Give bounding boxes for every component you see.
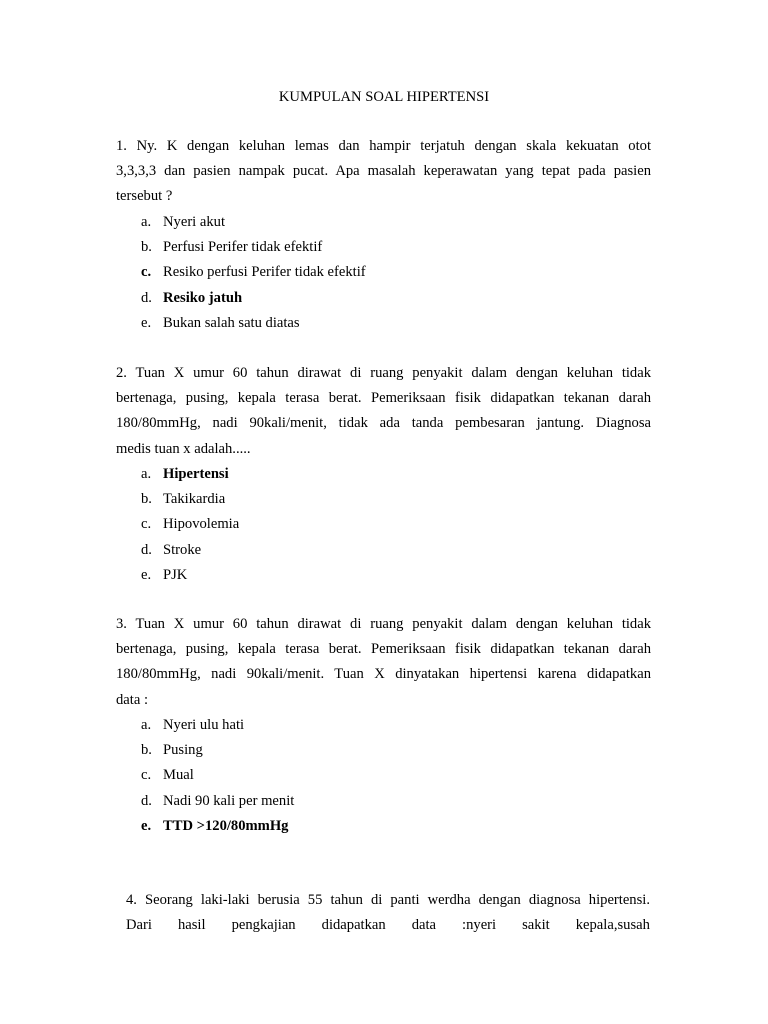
q4-word: sakit [522,917,550,934]
question-4-line-1: 4. Seorang laki-laki berusia 55 tahun di panti werdha dengan diagnosa hipertensi. [126,892,650,908]
question-2-line-1: 2. Tuan X umur 60 tahun dirawat di ruang penyakit dalam dengan keluhan tidak [116,365,651,381]
option-a-answer: a. Hipertensi [141,466,229,482]
document-title: KUMPULAN SOAL HIPERTENSI [278,89,490,105]
option-c: c. Hipovolemia [141,516,240,533]
q4-word: hasil [177,917,206,934]
q4-word: Dari [126,917,152,934]
option-d: d. Nadi 90 kali per menit [141,792,295,809]
q4-word: didapatkan [321,917,386,934]
question-1-options [141,210,366,336]
q4-word: pengkajian [231,917,296,934]
option-b: b. Perfusi Perifer tidak efektif [141,239,323,256]
question-2-line-4: medis tuan x adalah..... [116,440,251,457]
question-2 [116,361,651,462]
question-4-line-2 [126,913,650,938]
question-3 [116,612,651,713]
option-c: c. Resiko perfusi Perifer tidak efektif [141,264,366,281]
q4-word: data [411,917,437,934]
question-3-line-4: data : [116,691,149,708]
q4-word: :nyeri [462,917,497,934]
question-1 [116,134,651,210]
option-c: c. Mual [141,767,194,784]
option-b: b. Pusing [141,742,203,759]
question-1-line-3: tersebut ? [116,188,173,205]
question-3-line-2: bertenaga, pusing, kepala terasa berat. Pemeriksaan fisik didapatkan tekanan darah [116,641,651,658]
option-d-answer: d. Resiko jatuh [141,289,243,306]
question-3-line-1: 3. Tuan X umur 60 tahun dirawat di ruang penyakit dalam dengan keluhan tidak [116,616,651,632]
option-e: e. PJK [141,566,188,583]
q4-word: kepala,susah [575,917,650,934]
option-e-answer: e. TTD >120/80mmHg [141,817,289,834]
option-b: b. Takikardia [141,491,226,508]
question-2-line-3: 180/80mmHg, nadi 90kali/menit, tidak ada tanda pembesaran jantung. Diagnosa [116,415,651,432]
option-a: a. Nyeri akut [141,214,226,230]
question-2-line-2: bertenaga, pusing, kepala terasa berat. Pemeriksaan fisik didapatkan tekanan darah [116,390,651,407]
question-3-options [141,713,294,839]
question-1-line-2: 3,3,3,3 dan pasien nampak pucat. Apa masalah keperawatan yang tepat pada pasien [116,163,651,180]
option-e: e. Bukan salah satu diatas [141,314,300,331]
option-a: a. Nyeri ulu hati [141,717,245,733]
question-3-line-3: 180/80mmHg, nadi 90kali/menit. Tuan X dinyatakan hipertensi karena didapatkan [116,666,651,683]
question-4 [126,888,650,938]
question-1-line-1: 1. Ny. K dengan keluhan lemas dan hampir terjatuh dengan skala kekuatan otot [116,138,651,154]
question-2-options [141,462,239,588]
option-d: d. Stroke [141,541,202,558]
